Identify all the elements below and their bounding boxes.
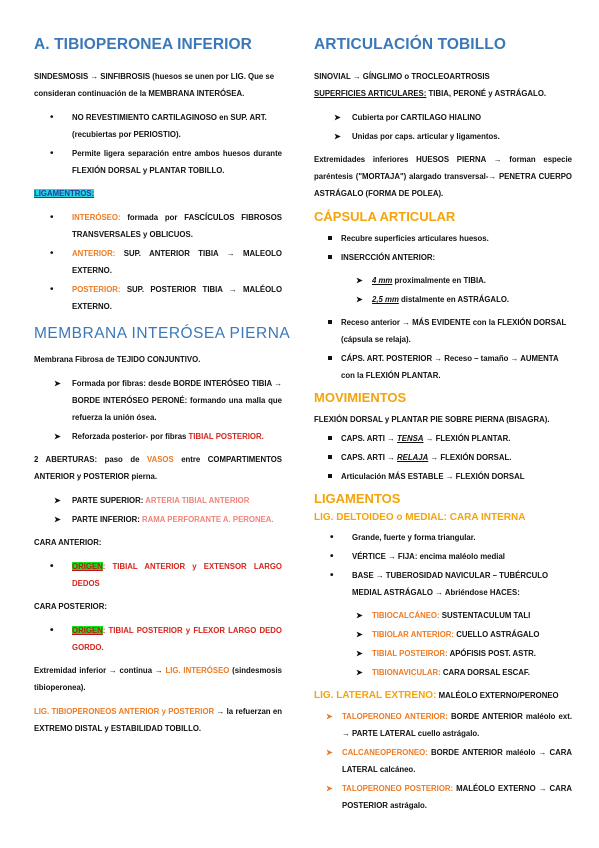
list-item: CÁPS. ART. POSTERIOR → Receso – tamaño → AUMENTA con la FLEXIÓN PLANTAR. — [314, 350, 572, 384]
deltoideo-list — [314, 529, 572, 601]
list-item: • INTERÓSEO: formada por FASCÍCULOS FIBROSOS TRANSVERSALES y OBLICUOS. — [50, 212, 282, 239]
section-title-tibioperonea: A. TIBIOPERONEA INFERIOR — [34, 36, 252, 53]
list-item: • POSTERIOR: SUP. POSTERIOR TIBIA → MALÉOLO EXTERNO. — [50, 284, 283, 311]
section-title-tobillo: ARTICULACIÓN TOBILLO — [314, 36, 507, 53]
list-item: ➤ TIBIOLAR ANTERIOR: CUELLO ASTRÁGALO — [356, 630, 540, 639]
haces-list — [314, 607, 572, 681]
insercion-list — [314, 272, 572, 308]
list-item: • ANTERIOR: SUP. ANTERIOR TIBIA → MALEOLO EXTERNO. — [50, 248, 282, 275]
list-item: • ORIGEN: TIBIAL ANTERIOR y EXTENSOR LARGO DEDOS — [50, 561, 282, 588]
ligamentos-list — [34, 209, 282, 315]
list-item: • VÉRTICE → FIJA: encima maléolo medial — [330, 551, 505, 562]
list-item: ➤ TIBIAL POSTEIROR: APÓFISIS POST. ASTR. — [356, 649, 536, 658]
tibioperoneos-paragraph: LIG. TIBIOPERONEOS ANTERIOR y POSTERIOR → la refuerzan en EXTREMO DISTAL y ESTABILIDAD TOBILLO. — [34, 707, 282, 733]
ligamentos-heading: LIGAMENTROS: — [34, 189, 95, 198]
list-item: ➤ PARTE SUPERIOR: ARTERIA TIBIAL ANTERIOR — [54, 496, 250, 505]
list-item: ➤ TIBIOCALCÁNEO: SUSTENTACULUM TALI — [356, 611, 531, 620]
right-column — [314, 30, 572, 820]
list-item: ➤ Reforzada posterior- por fibras TIBIAL POSTERIOR. — [54, 432, 264, 441]
list-item: INSERCCIÓN ANTERIOR: — [314, 249, 572, 266]
list-item: ➤ Formada por fibras: desde BORDE INTERÓSEO TIBIA → BORDE INTERÓSEO PERONÉ: formando una malla que refuerza la unión ósea. — [54, 379, 282, 422]
superficies-list — [314, 109, 572, 145]
list-item: • Permite ligera separación entre ambos huesos durante FLEXIÓN DORSAL y PLANTAR TOBILLO. — [50, 148, 282, 175]
aberturas-paragraph: 2 ABERTURAS: paso de VASOS entre COMPARTIMENTOS ANTERIOR y POSTERIOR pierna. — [34, 455, 282, 481]
lateral-list — [314, 708, 572, 814]
list-item: Recubre superficies articulares huesos. — [314, 230, 572, 247]
cara-posterior-list — [34, 622, 282, 656]
list-item: ➤ Unidas por caps. articular y ligamentos. — [334, 132, 500, 141]
capsula-list — [314, 230, 572, 266]
cara-posterior-label: CARA POSTERIOR: — [34, 602, 107, 611]
cara-anterior-label: CARA ANTERIOR: — [34, 538, 102, 547]
sindesmosis-paragraph: SINDESMOSIS → SINFIBROSIS (huesos se unen por LIG. Que se consideran continuación de la MEMBRANA INTERÓSEA. — [34, 72, 275, 98]
sinfibrosis-text: SINFIBROSIS (huesos se unen por LIG. Que se consideran continuación de la MEMBRANA INTERÓSEA. — [34, 72, 275, 98]
list-item: ➤ Cubierta por CARTILAGO HIALINO — [334, 113, 482, 122]
list-item: ➤ TIBIONAVICULAR: CARA DORSAL ESCAF. — [356, 668, 530, 677]
cara-anterior-list — [34, 558, 282, 592]
movimientos-intro: FLEXIÓN DORSAL y PLANTAR PIE SOBRE PIERNA (BISAGRA). — [314, 415, 550, 424]
list-item: Receso anterior → MÁS EVIDENTE con la FLEXIÓN DORSAL (cápsula se relaja). — [314, 314, 572, 348]
extremidad-paragraph: Extremidad inferior → continua → LIG. INTERÓSEO (sindesmosis tibioperonea). — [34, 666, 282, 692]
ligamentos-heading-right: LIGAMENTOS — [314, 491, 401, 506]
list-item: CAPS. ARTI → TENSA → FLEXIÓN PLANTAR. — [314, 430, 572, 447]
movimientos-heading: MOVIMIENTOS — [314, 390, 407, 405]
list-item: • BASE → TUBEROSIDAD NAVICULAR – TUBÉRCULO MEDIAL ASTRÁGALO → Abriéndose HACES: — [330, 570, 549, 597]
list-item: ➤ 2,5 mm distalmente en ASTRÁGALO. — [356, 295, 510, 304]
superficies-line: SUPERFICIES ARTICULARES: TIBIA, PERONÉ y ASTRÁGALO. — [314, 89, 547, 98]
list-item: ➤ TALOPERONEO POSTERIOR: MALÉOLO EXTERNO → CARA POSTERIOR astrágalo. — [326, 784, 572, 810]
list-item: ➤ TALOPERONEO ANTERIOR: BORDE ANTERIOR maléolo ext. → PARTE LATERAL cuello astrágalo. — [326, 712, 572, 738]
lateral-heading: LIG. LATERAL EXTRENO: MALÉOLO EXTERNO/PERONEO — [314, 690, 559, 701]
movimientos-list — [314, 430, 572, 485]
left-column — [34, 30, 291, 744]
membrana-list — [34, 375, 282, 445]
receso-list — [314, 314, 572, 384]
list-item: CAPS. ARTI → RELAJA → FLEXIÓN DORSAL. — [314, 449, 572, 466]
aberturas-list — [34, 492, 282, 528]
membrana-intro: Membrana Fibrosa de TEJIDO CONJUNTIVO. — [34, 355, 201, 364]
list-item: ➤ CALCANEOPERONEO: BORDE ANTERIOR maléolo → CARA LATERAL calcáneo. — [326, 748, 572, 774]
deltoideo-heading: LIG. DELTOIDEO o MEDIAL: CARA INTERNA — [314, 512, 526, 523]
mortaja-paragraph: Extremidades inferiores HUESOS PIERNA → forman especie paréntesis ("MORTAJA") alargado transversal-→ PENETRA CUERPO ASTRÁGALO (FORMA DE POLEA). — [314, 155, 572, 198]
section-title-membrana: MEMBRANA INTERÓSEA PIERNA — [34, 325, 291, 342]
capsula-heading: CÁPSULA ARTICULAR — [314, 209, 456, 224]
list-item: ➤ 4 mm proximalmente en TIBIA. — [356, 276, 486, 285]
sindesmosis-label: SINDESMOSIS — [34, 72, 89, 81]
list-item: • ORIGEN: TIBIAL POSTERIOR y FLEXOR LARGO DEDO GORDO. — [50, 625, 282, 652]
list-item: Articulación MÁS ESTABLE → FLEXIÓN DORSAL — [314, 468, 572, 485]
sinovial-line: SINOVIAL → GÍNGLIMO o TROCLEOARTROSIS — [314, 72, 490, 81]
list-item: ➤ PARTE INFERIOR: RAMA PERFORANTE A. PERONEA. — [54, 515, 274, 524]
tibioperonea-bullets — [34, 109, 282, 179]
list-item: • NO REVESTIMIENTO CARTILAGINOSO en SUP. ART. (recubiertas por PERIOSTIO). — [50, 112, 267, 139]
list-item: • Grande, fuerte y forma triangular. — [330, 532, 476, 543]
